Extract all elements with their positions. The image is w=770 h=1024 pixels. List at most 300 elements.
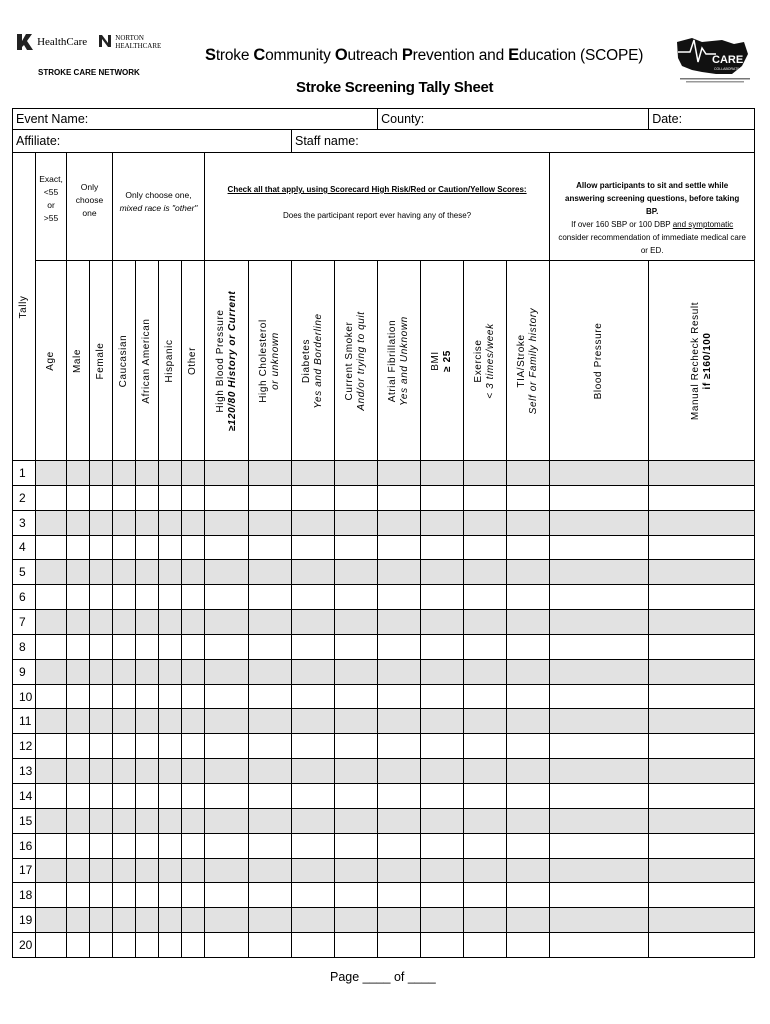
tally-cell[interactable] (464, 759, 507, 784)
tally-cell[interactable] (113, 783, 136, 808)
tally-cell[interactable] (113, 634, 136, 659)
tally-cell[interactable] (464, 634, 507, 659)
tally-cell[interactable] (36, 610, 67, 635)
tally-cell[interactable] (249, 858, 292, 883)
tally-cell[interactable] (292, 610, 335, 635)
tally-cell[interactable] (378, 808, 421, 833)
tally-cell[interactable] (249, 833, 292, 858)
tally-cell[interactable] (205, 883, 249, 908)
tally-cell[interactable] (205, 709, 249, 734)
tally-cell[interactable] (67, 659, 90, 684)
tally-cell[interactable] (464, 560, 507, 585)
tally-cell[interactable] (90, 908, 113, 933)
tally-cell[interactable] (159, 684, 182, 709)
tally-cell[interactable] (649, 908, 755, 933)
tally-cell[interactable] (205, 560, 249, 585)
tally-cell[interactable] (90, 808, 113, 833)
tally-cell[interactable] (159, 808, 182, 833)
tally-cell[interactable] (649, 560, 755, 585)
tally-cell[interactable] (67, 684, 90, 709)
tally-cell[interactable] (649, 783, 755, 808)
tally-cell[interactable] (182, 734, 205, 759)
tally-cell[interactable] (335, 634, 378, 659)
tally-cell[interactable] (36, 759, 67, 784)
tally-cell[interactable] (649, 485, 755, 510)
tally-cell[interactable] (249, 535, 292, 560)
tally-cell[interactable] (90, 634, 113, 659)
tally-cell[interactable] (335, 535, 378, 560)
tally-cell[interactable] (182, 759, 205, 784)
tally-cell[interactable] (249, 684, 292, 709)
tally-cell[interactable] (136, 659, 159, 684)
tally-cell[interactable] (649, 734, 755, 759)
tally-cell[interactable] (335, 858, 378, 883)
tally-cell[interactable] (159, 485, 182, 510)
tally-cell[interactable] (292, 709, 335, 734)
tally-cell[interactable] (292, 883, 335, 908)
tally-cell[interactable] (90, 833, 113, 858)
tally-cell[interactable] (649, 659, 755, 684)
tally-cell[interactable] (464, 659, 507, 684)
tally-cell[interactable] (507, 783, 550, 808)
county-field[interactable]: County: (378, 109, 649, 130)
tally-cell[interactable] (464, 684, 507, 709)
tally-cell[interactable] (550, 933, 649, 958)
tally-cell[interactable] (649, 510, 755, 535)
tally-cell[interactable] (113, 808, 136, 833)
tally-cell[interactable] (67, 734, 90, 759)
tally-cell[interactable] (421, 585, 464, 610)
tally-cell[interactable] (421, 461, 464, 486)
tally-cell[interactable] (249, 933, 292, 958)
tally-cell[interactable] (36, 485, 67, 510)
tally-cell[interactable] (205, 783, 249, 808)
tally-cell[interactable] (113, 535, 136, 560)
tally-cell[interactable] (335, 759, 378, 784)
tally-cell[interactable] (90, 858, 113, 883)
tally-cell[interactable] (507, 485, 550, 510)
tally-cell[interactable] (550, 808, 649, 833)
tally-cell[interactable] (292, 933, 335, 958)
staff-name-field[interactable]: Staff name: (292, 130, 755, 153)
tally-cell[interactable] (550, 610, 649, 635)
tally-cell[interactable] (550, 908, 649, 933)
tally-cell[interactable] (36, 709, 67, 734)
tally-cell[interactable] (136, 485, 159, 510)
tally-cell[interactable] (249, 610, 292, 635)
tally-cell[interactable] (136, 684, 159, 709)
tally-cell[interactable] (378, 908, 421, 933)
tally-cell[interactable] (36, 585, 67, 610)
tally-cell[interactable] (67, 783, 90, 808)
tally-cell[interactable] (205, 535, 249, 560)
tally-cell[interactable] (292, 585, 335, 610)
tally-cell[interactable] (90, 610, 113, 635)
tally-cell[interactable] (113, 709, 136, 734)
tally-cell[interactable] (36, 783, 67, 808)
tally-cell[interactable] (464, 883, 507, 908)
tally-cell[interactable] (335, 585, 378, 610)
tally-cell[interactable] (464, 808, 507, 833)
tally-cell[interactable] (182, 659, 205, 684)
tally-cell[interactable] (113, 585, 136, 610)
tally-cell[interactable] (335, 783, 378, 808)
tally-cell[interactable] (550, 510, 649, 535)
tally-cell[interactable] (550, 759, 649, 784)
tally-cell[interactable] (90, 560, 113, 585)
tally-cell[interactable] (550, 461, 649, 486)
tally-cell[interactable] (136, 560, 159, 585)
tally-cell[interactable] (249, 659, 292, 684)
tally-cell[interactable] (159, 535, 182, 560)
tally-cell[interactable] (67, 485, 90, 510)
tally-cell[interactable] (90, 759, 113, 784)
tally-cell[interactable] (67, 858, 90, 883)
tally-cell[interactable] (182, 883, 205, 908)
tally-cell[interactable] (159, 610, 182, 635)
tally-cell[interactable] (292, 734, 335, 759)
tally-cell[interactable] (421, 485, 464, 510)
tally-cell[interactable] (36, 461, 67, 486)
tally-cell[interactable] (421, 510, 464, 535)
tally-cell[interactable] (507, 734, 550, 759)
tally-cell[interactable] (136, 585, 159, 610)
tally-cell[interactable] (550, 485, 649, 510)
tally-cell[interactable] (113, 858, 136, 883)
tally-cell[interactable] (90, 485, 113, 510)
tally-cell[interactable] (113, 684, 136, 709)
tally-cell[interactable] (649, 585, 755, 610)
tally-cell[interactable] (421, 734, 464, 759)
tally-cell[interactable] (159, 659, 182, 684)
tally-cell[interactable] (649, 461, 755, 486)
tally-cell[interactable] (205, 759, 249, 784)
tally-cell[interactable] (136, 933, 159, 958)
tally-cell[interactable] (421, 709, 464, 734)
tally-cell[interactable] (136, 461, 159, 486)
tally-cell[interactable] (90, 510, 113, 535)
tally-cell[interactable] (182, 783, 205, 808)
tally-cell[interactable] (292, 461, 335, 486)
tally-cell[interactable] (378, 585, 421, 610)
tally-cell[interactable] (113, 659, 136, 684)
tally-cell[interactable] (205, 734, 249, 759)
tally-cell[interactable] (507, 585, 550, 610)
tally-cell[interactable] (36, 535, 67, 560)
tally-cell[interactable] (36, 883, 67, 908)
tally-cell[interactable] (182, 833, 205, 858)
tally-cell[interactable] (335, 908, 378, 933)
tally-cell[interactable] (292, 908, 335, 933)
date-field[interactable]: Date: (649, 109, 755, 130)
tally-cell[interactable] (90, 883, 113, 908)
tally-cell[interactable] (67, 908, 90, 933)
tally-cell[interactable] (249, 510, 292, 535)
tally-cell[interactable] (205, 659, 249, 684)
tally-cell[interactable] (90, 535, 113, 560)
tally-cell[interactable] (136, 535, 159, 560)
tally-cell[interactable] (182, 858, 205, 883)
tally-cell[interactable] (421, 908, 464, 933)
tally-cell[interactable] (205, 461, 249, 486)
tally-cell[interactable] (159, 759, 182, 784)
tally-cell[interactable] (113, 461, 136, 486)
tally-cell[interactable] (249, 808, 292, 833)
tally-cell[interactable] (292, 510, 335, 535)
tally-cell[interactable] (507, 759, 550, 784)
tally-cell[interactable] (649, 709, 755, 734)
tally-cell[interactable] (464, 585, 507, 610)
tally-cell[interactable] (113, 485, 136, 510)
tally-cell[interactable] (36, 858, 67, 883)
tally-cell[interactable] (159, 833, 182, 858)
tally-cell[interactable] (67, 833, 90, 858)
tally-cell[interactable] (182, 461, 205, 486)
tally-cell[interactable] (249, 585, 292, 610)
tally-cell[interactable] (67, 461, 90, 486)
tally-cell[interactable] (335, 560, 378, 585)
tally-cell[interactable] (205, 510, 249, 535)
tally-cell[interactable] (36, 560, 67, 585)
tally-cell[interactable] (113, 833, 136, 858)
tally-cell[interactable] (421, 808, 464, 833)
tally-cell[interactable] (205, 808, 249, 833)
tally-cell[interactable] (507, 610, 550, 635)
tally-cell[interactable] (182, 808, 205, 833)
tally-cell[interactable] (205, 610, 249, 635)
tally-cell[interactable] (36, 734, 67, 759)
tally-cell[interactable] (378, 883, 421, 908)
tally-cell[interactable] (550, 783, 649, 808)
tally-cell[interactable] (464, 610, 507, 635)
tally-cell[interactable] (464, 933, 507, 958)
tally-cell[interactable] (421, 858, 464, 883)
tally-cell[interactable] (649, 535, 755, 560)
tally-cell[interactable] (292, 659, 335, 684)
tally-cell[interactable] (335, 709, 378, 734)
tally-cell[interactable] (292, 759, 335, 784)
tally-cell[interactable] (507, 808, 550, 833)
tally-cell[interactable] (550, 659, 649, 684)
tally-cell[interactable] (249, 759, 292, 784)
tally-cell[interactable] (249, 461, 292, 486)
tally-cell[interactable] (464, 833, 507, 858)
tally-cell[interactable] (136, 833, 159, 858)
tally-cell[interactable] (649, 808, 755, 833)
tally-cell[interactable] (335, 734, 378, 759)
tally-cell[interactable] (421, 933, 464, 958)
tally-cell[interactable] (90, 684, 113, 709)
tally-cell[interactable] (36, 659, 67, 684)
tally-cell[interactable] (36, 634, 67, 659)
tally-cell[interactable] (550, 634, 649, 659)
tally-cell[interactable] (335, 833, 378, 858)
tally-cell[interactable] (649, 610, 755, 635)
tally-cell[interactable] (550, 709, 649, 734)
tally-cell[interactable] (249, 485, 292, 510)
tally-cell[interactable] (378, 858, 421, 883)
tally-cell[interactable] (550, 883, 649, 908)
tally-cell[interactable] (90, 933, 113, 958)
tally-cell[interactable] (205, 833, 249, 858)
tally-cell[interactable] (550, 585, 649, 610)
tally-cell[interactable] (182, 610, 205, 635)
tally-cell[interactable] (67, 883, 90, 908)
tally-cell[interactable] (649, 833, 755, 858)
tally-cell[interactable] (90, 585, 113, 610)
tally-cell[interactable] (67, 808, 90, 833)
tally-cell[interactable] (507, 560, 550, 585)
tally-cell[interactable] (421, 684, 464, 709)
tally-cell[interactable] (464, 535, 507, 560)
tally-cell[interactable] (507, 684, 550, 709)
tally-cell[interactable] (507, 883, 550, 908)
tally-cell[interactable] (90, 783, 113, 808)
tally-cell[interactable] (649, 883, 755, 908)
tally-cell[interactable] (90, 659, 113, 684)
tally-cell[interactable] (113, 734, 136, 759)
tally-cell[interactable] (159, 510, 182, 535)
tally-cell[interactable] (249, 883, 292, 908)
tally-cell[interactable] (249, 634, 292, 659)
tally-cell[interactable] (136, 808, 159, 833)
tally-cell[interactable] (90, 461, 113, 486)
tally-cell[interactable] (507, 908, 550, 933)
tally-cell[interactable] (464, 908, 507, 933)
tally-cell[interactable] (136, 883, 159, 908)
tally-cell[interactable] (292, 858, 335, 883)
tally-cell[interactable] (550, 535, 649, 560)
event-name-field[interactable]: Event Name: (13, 109, 378, 130)
tally-cell[interactable] (159, 560, 182, 585)
tally-cell[interactable] (507, 634, 550, 659)
tally-cell[interactable] (159, 933, 182, 958)
tally-cell[interactable] (67, 510, 90, 535)
tally-cell[interactable] (67, 709, 90, 734)
tally-cell[interactable] (159, 634, 182, 659)
tally-cell[interactable] (67, 933, 90, 958)
tally-cell[interactable] (378, 734, 421, 759)
tally-cell[interactable] (335, 610, 378, 635)
tally-cell[interactable] (67, 560, 90, 585)
tally-cell[interactable] (136, 858, 159, 883)
tally-cell[interactable] (335, 684, 378, 709)
tally-cell[interactable] (36, 684, 67, 709)
tally-cell[interactable] (136, 510, 159, 535)
tally-cell[interactable] (421, 759, 464, 784)
tally-cell[interactable] (649, 858, 755, 883)
tally-cell[interactable] (649, 759, 755, 784)
tally-cell[interactable] (335, 510, 378, 535)
tally-cell[interactable] (292, 485, 335, 510)
tally-cell[interactable] (136, 734, 159, 759)
tally-cell[interactable] (649, 684, 755, 709)
tally-cell[interactable] (421, 883, 464, 908)
tally-cell[interactable] (421, 634, 464, 659)
tally-cell[interactable] (378, 659, 421, 684)
tally-cell[interactable] (159, 734, 182, 759)
tally-cell[interactable] (507, 833, 550, 858)
tally-cell[interactable] (249, 709, 292, 734)
tally-cell[interactable] (378, 461, 421, 486)
tally-cell[interactable] (182, 485, 205, 510)
tally-cell[interactable] (378, 783, 421, 808)
tally-cell[interactable] (378, 833, 421, 858)
tally-cell[interactable] (205, 908, 249, 933)
tally-cell[interactable] (249, 734, 292, 759)
tally-cell[interactable] (649, 634, 755, 659)
tally-cell[interactable] (36, 933, 67, 958)
tally-cell[interactable] (182, 684, 205, 709)
tally-cell[interactable] (205, 684, 249, 709)
affiliate-field[interactable]: Affiliate: (13, 130, 292, 153)
tally-cell[interactable] (205, 634, 249, 659)
tally-cell[interactable] (507, 858, 550, 883)
tally-cell[interactable] (421, 833, 464, 858)
tally-cell[interactable] (159, 908, 182, 933)
tally-cell[interactable] (113, 883, 136, 908)
tally-cell[interactable] (136, 634, 159, 659)
tally-cell[interactable] (205, 858, 249, 883)
tally-cell[interactable] (507, 659, 550, 684)
tally-cell[interactable] (335, 461, 378, 486)
tally-cell[interactable] (378, 560, 421, 585)
tally-cell[interactable] (159, 709, 182, 734)
tally-cell[interactable] (378, 759, 421, 784)
tally-cell[interactable] (378, 634, 421, 659)
tally-cell[interactable] (292, 684, 335, 709)
tally-cell[interactable] (421, 783, 464, 808)
tally-cell[interactable] (292, 535, 335, 560)
tally-cell[interactable] (421, 535, 464, 560)
tally-cell[interactable] (249, 560, 292, 585)
tally-cell[interactable] (550, 833, 649, 858)
tally-cell[interactable] (378, 933, 421, 958)
tally-cell[interactable] (67, 535, 90, 560)
tally-cell[interactable] (136, 610, 159, 635)
tally-cell[interactable] (464, 858, 507, 883)
tally-cell[interactable] (182, 535, 205, 560)
tally-cell[interactable] (36, 908, 67, 933)
tally-cell[interactable] (182, 933, 205, 958)
tally-cell[interactable] (182, 510, 205, 535)
tally-cell[interactable] (67, 610, 90, 635)
tally-cell[interactable] (113, 759, 136, 784)
tally-cell[interactable] (136, 908, 159, 933)
tally-cell[interactable] (507, 709, 550, 734)
tally-cell[interactable] (378, 684, 421, 709)
tally-cell[interactable] (421, 659, 464, 684)
tally-cell[interactable] (464, 510, 507, 535)
tally-cell[interactable] (205, 585, 249, 610)
tally-cell[interactable] (464, 783, 507, 808)
tally-cell[interactable] (182, 634, 205, 659)
tally-cell[interactable] (335, 485, 378, 510)
tally-cell[interactable] (113, 933, 136, 958)
tally-cell[interactable] (550, 684, 649, 709)
tally-cell[interactable] (292, 833, 335, 858)
tally-cell[interactable] (507, 510, 550, 535)
tally-cell[interactable] (182, 585, 205, 610)
tally-cell[interactable] (159, 585, 182, 610)
tally-cell[interactable] (113, 908, 136, 933)
tally-cell[interactable] (421, 610, 464, 635)
tally-cell[interactable] (421, 560, 464, 585)
tally-cell[interactable] (378, 709, 421, 734)
tally-cell[interactable] (292, 634, 335, 659)
tally-cell[interactable] (67, 759, 90, 784)
tally-cell[interactable] (36, 833, 67, 858)
